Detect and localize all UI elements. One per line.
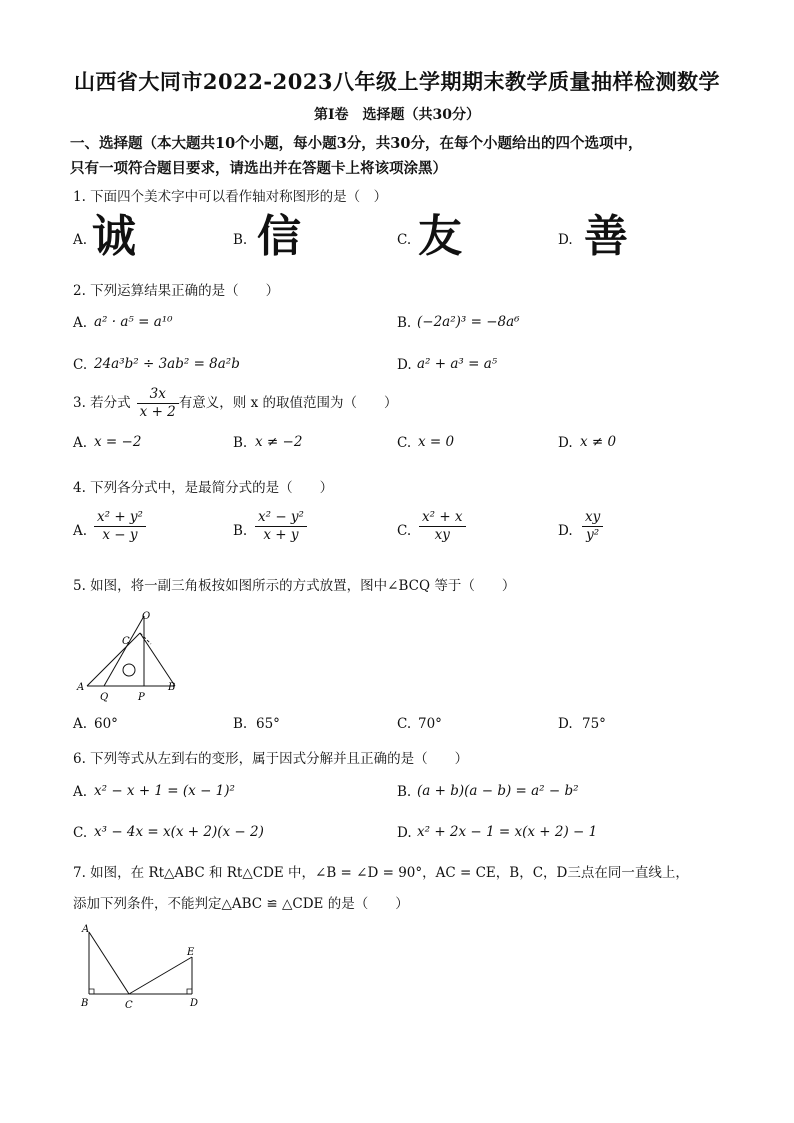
q6-option-c-label: C. <box>73 825 88 841</box>
question-5-stem: 5. 如图，将一副三角板按如图所示的方式放置，图中∠BCQ 等于（ ） <box>73 578 516 594</box>
q3-option-c-label: C. <box>397 435 412 451</box>
q7-line-ce <box>129 957 192 994</box>
section-instructions-line2: 只有一项符合题目要求，请选出并在答题卡上将该项涂黑） <box>70 160 447 177</box>
q3-fraction-denominator: x + 2 <box>139 404 176 420</box>
q4-option-b-label: B. <box>233 523 248 539</box>
q5-label-o: O <box>142 611 151 622</box>
fraction <box>94 509 146 544</box>
art-char-you: 友 <box>418 211 462 262</box>
q2-option-d-text: a² + a³ = a⁵ <box>417 356 498 372</box>
question-7-stem-line2: 添加下列条件，不能判定△ABC ≌ △CDE 的是（ ） <box>73 896 409 912</box>
q2-option-b-text: (−2a²)³ = −8a⁶ <box>417 314 520 330</box>
q2-option-d-label: D. <box>397 357 412 373</box>
q6-option-b-label: B. <box>397 784 412 800</box>
q4-option-a-fraction <box>88 509 146 544</box>
q7-label-e: E <box>187 947 195 958</box>
q3-option-b-label: B. <box>233 435 248 451</box>
question-3-stem <box>73 386 397 421</box>
q4-option-d-label: D. <box>558 523 573 539</box>
q6-option-a-label: A. <box>73 784 88 800</box>
q3-option-c-text: x = 0 <box>418 434 455 450</box>
q5-label-p: P <box>138 692 145 703</box>
question-1-stem: 1. 下面四个美术字中可以看作轴对称图形的是（ ） <box>73 189 388 205</box>
q7-figure-right-triangles <box>76 920 206 1012</box>
q5-dashed-line <box>140 633 151 644</box>
q1-option-a-art <box>92 211 136 262</box>
q3-fraction <box>137 386 179 421</box>
fraction <box>419 509 466 544</box>
denominator: x − y <box>102 527 138 543</box>
q7-label-a: A <box>82 924 90 935</box>
q5-option-d-text: 75° <box>582 716 606 732</box>
q7-label-b: B <box>81 998 89 1009</box>
q1-option-a-label: A. <box>73 232 88 248</box>
q3-option-d-text: x ≠ 0 <box>580 434 617 450</box>
page-title: 山西省大同市2022-2023八年级上学期期末教学质量抽样检测数学 <box>73 69 721 94</box>
q4-option-c-label: C. <box>397 523 412 539</box>
q5-label-b: B <box>168 682 176 693</box>
q2-option-a-text: a² · a⁵ = a¹⁰ <box>94 314 173 330</box>
numerator: x² + x <box>419 509 466 527</box>
q2-option-b-label: B. <box>397 315 412 331</box>
art-char-xin: 信 <box>257 211 301 262</box>
q6-option-c-text: x³ − 4x = x(x + 2)(x − 2) <box>94 824 264 840</box>
q4-option-a-label: A. <box>73 523 88 539</box>
q5-option-a-text: 60° <box>94 716 118 732</box>
q3-option-a-label: A. <box>73 435 88 451</box>
q5-line-ac <box>87 633 140 686</box>
q1-option-d-label: D. <box>558 232 573 248</box>
q5-circle-hole <box>123 664 135 676</box>
numerator: x² − y² <box>255 509 307 527</box>
q5-option-c-text: 70° <box>418 716 442 732</box>
art-char-shan: 善 <box>584 211 628 262</box>
q7-right-angle-b <box>89 989 94 994</box>
q3-stem-post: 有意义，则 x 的取值范围为（ ） <box>178 395 398 411</box>
numerator: x² + y² <box>94 509 146 527</box>
q6-option-b-text: (a + b)(a − b) = a² − b² <box>417 783 579 799</box>
art-char-cheng: 诚 <box>92 211 136 262</box>
q4-option-c-fraction <box>413 509 466 544</box>
numerator: xy <box>582 509 603 527</box>
q5-line-cb <box>140 633 175 686</box>
q5-figure-set-squares <box>74 606 194 706</box>
q5-option-c-label: C. <box>397 716 412 732</box>
q3-fraction-numerator: 3x <box>137 386 179 404</box>
q7-right-angle-d <box>187 989 192 994</box>
q7-line-ac <box>89 932 129 994</box>
q6-option-d-text: x² + 2x − 1 = x(x + 2) − 1 <box>417 824 598 840</box>
denominator: y² <box>586 527 600 543</box>
q3-option-a-text: x = −2 <box>94 434 142 450</box>
question-7-stem-line1: 7. 如图，在 Rt△ABC 和 Rt△CDE 中，∠B = ∠D = 90°，AC = CE，B，C，D三点在同一直线上， <box>73 865 689 881</box>
q3-option-d-label: D. <box>558 435 573 451</box>
q1-option-b-art <box>257 211 301 262</box>
q5-line-oq <box>104 616 144 686</box>
q5-option-d-label: D. <box>558 716 573 732</box>
q1-option-b-label: B. <box>233 232 248 248</box>
q5-label-c: C <box>122 636 130 647</box>
q5-option-a-label: A. <box>73 716 88 732</box>
q5-option-b-text: 65° <box>256 716 280 732</box>
question-6-stem: 6. 下列等式从左到右的变形，属于因式分解并且正确的是（ ） <box>73 751 469 767</box>
q5-label-a: A <box>77 682 85 693</box>
q3-stem-pre: 3. 若分式 <box>73 395 131 411</box>
question-4-stem: 4. 下列各分式中，是最简分式的是（ ） <box>73 480 334 496</box>
q2-option-c-label: C. <box>73 357 88 373</box>
denominator: xy <box>434 527 450 543</box>
q7-label-d: D <box>190 998 199 1009</box>
q2-option-c-text: 24a³b² ÷ 3ab² = 8a²b <box>94 356 240 372</box>
q4-option-d-fraction <box>576 509 603 544</box>
fraction <box>582 509 603 544</box>
fraction <box>255 509 307 544</box>
q6-option-a-text: x² − x + 1 = (x − 1)² <box>94 783 235 799</box>
denominator: x + y <box>263 527 299 543</box>
q3-option-b-text: x ≠ −2 <box>255 434 303 450</box>
q2-option-a-label: A. <box>73 315 88 331</box>
question-2-stem: 2. 下列运算结果正确的是（ ） <box>73 283 280 299</box>
q1-option-c-art <box>418 211 462 262</box>
section-instructions-line1: 一、选择题（本大题共10个小题，每小题3分，共30分，在每个小题给出的四个选项中， <box>70 135 643 152</box>
q7-label-c: C <box>125 1000 133 1011</box>
page-subtitle: 第Ⅰ卷 选择题（共30分） <box>313 107 481 123</box>
q1-option-c-label: C. <box>397 232 412 248</box>
q5-label-q: Q <box>100 692 109 703</box>
q5-option-b-label: B. <box>233 716 248 732</box>
q4-option-b-fraction <box>249 509 307 544</box>
q1-option-d-art <box>584 211 628 262</box>
q6-option-d-label: D. <box>397 825 412 841</box>
